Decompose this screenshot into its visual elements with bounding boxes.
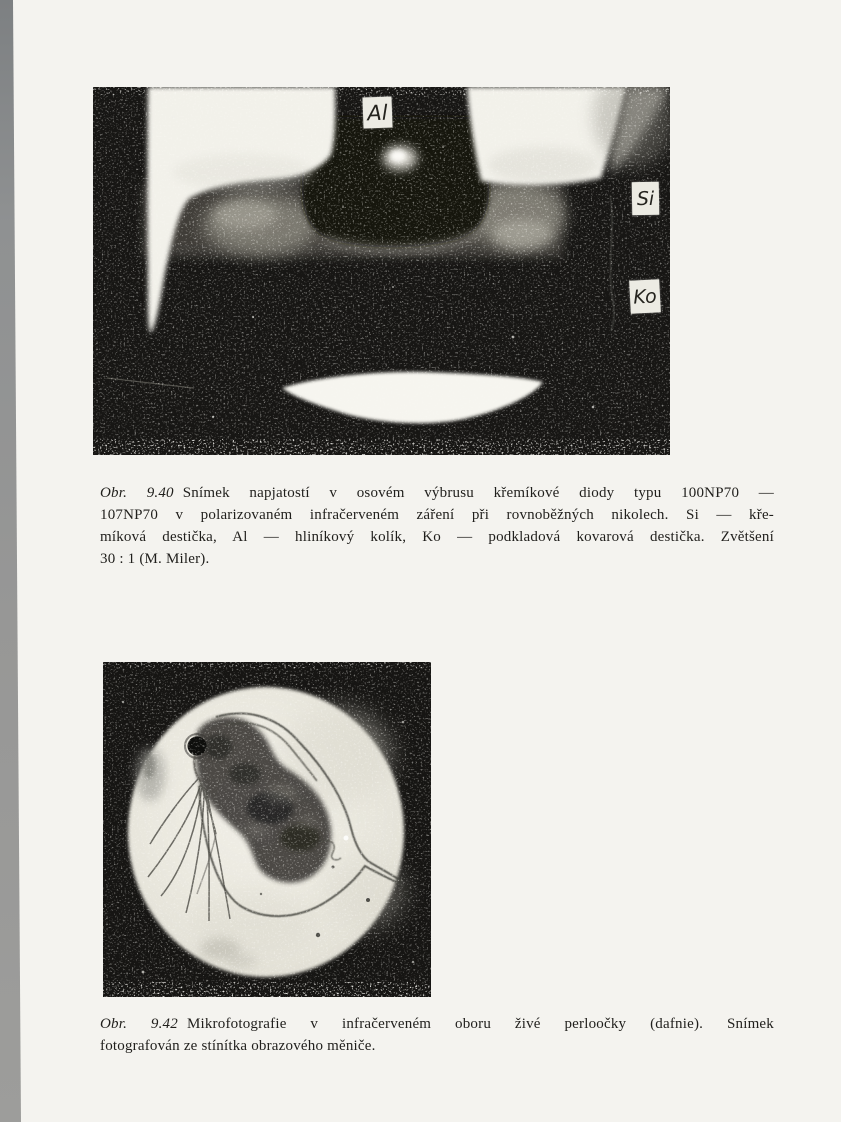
- caption-last-line: fotografován ze stínítka obrazového měniče.: [100, 1038, 376, 1054]
- photo-label-si: Si: [632, 182, 660, 215]
- film-grain: [93, 87, 670, 455]
- diode-stress-photo: [93, 87, 670, 455]
- caption-last-line: 30 : 1 (M. Miler).: [100, 551, 210, 567]
- caption-line: míková destička, Al — hliníkový kolík, Ko — podkladová kovarová destička. Zvětšení: [100, 529, 774, 545]
- top-dust-strip: [103, 662, 431, 668]
- caption-text: Mikrofotografie v infračerveném oboru živé perloočky (dafnie). Snímek: [186, 1016, 774, 1032]
- figure-number-label: Obr. 9.42: [100, 1016, 178, 1032]
- photo-label-ko: Ko: [629, 279, 661, 314]
- photo-label-al: Al: [362, 97, 392, 129]
- figure-number-label: Obr. 9.40: [100, 485, 174, 501]
- figure-9-42-caption: [100, 1013, 774, 1057]
- figure-9-40-caption: [100, 482, 774, 570]
- caption-text: Snímek napjatostí v osovém výbrusu křemíkové diody typu 100NP70 —: [182, 485, 774, 501]
- caption-line: [100, 1013, 774, 1035]
- daphnia-photo: [103, 662, 431, 997]
- daphnia-photo-illustration: [103, 662, 431, 997]
- caption-line: [100, 482, 774, 504]
- top-dust-strip: [93, 87, 670, 95]
- bottom-dust-strip: [93, 439, 670, 455]
- binding-shadow-strip: [0, 0, 22, 1122]
- caption-line: 107NP70 v polarizovaném infračerveném záření při rovnoběžných nikolech. Si — kře-: [100, 507, 774, 523]
- bottom-dust-strip: [103, 982, 431, 997]
- diode-photo-illustration: [93, 87, 670, 455]
- film-grain: [103, 662, 431, 997]
